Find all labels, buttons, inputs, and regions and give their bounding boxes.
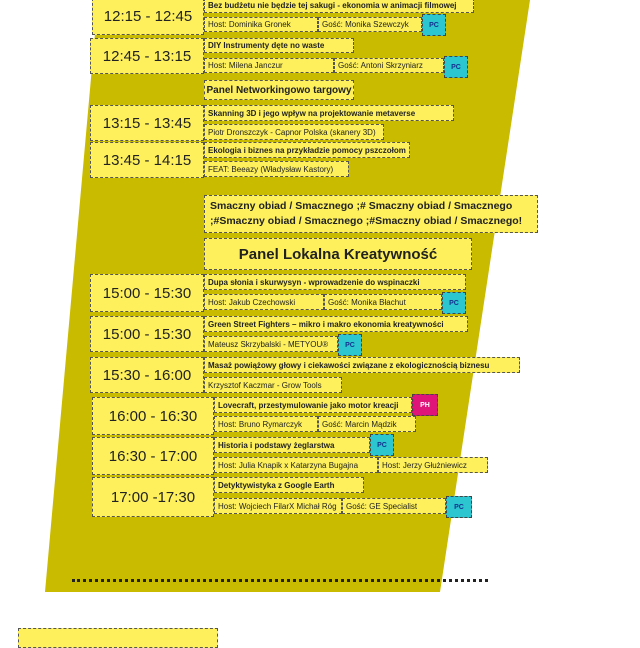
session-guest: Gość: Monika Szewczyk bbox=[318, 17, 422, 32]
panel-lokalna-heading: Panel Lokalna Kreatywność bbox=[204, 238, 472, 270]
session-time: 16:00 - 16:30 bbox=[92, 397, 214, 435]
panel-networking-heading: Panel Networkingowo targowy bbox=[204, 80, 354, 100]
session-host: Host: Julia Knapik x Katarzyna Bugajna bbox=[214, 457, 378, 473]
session-host: Host: Wojciech FilarX Michał Róg bbox=[214, 498, 342, 514]
session-time: 13:15 - 13:45 bbox=[90, 105, 204, 141]
pc-badge: PC bbox=[446, 496, 472, 518]
session-title: Skanning 3D i jego wpływ na projektowanie metaverse bbox=[204, 105, 454, 121]
session-guest: Gość: Monika Błachut bbox=[324, 294, 442, 310]
session-time: 12:15 - 12:45 bbox=[92, 0, 204, 35]
session-time: 17:00 -17:30 bbox=[92, 477, 214, 517]
session-title: DIY Instrumenty dęte no waste bbox=[204, 38, 354, 53]
session-title: Detyktywistyka z Google Earth bbox=[214, 477, 364, 493]
session-time: 15:00 - 15:30 bbox=[90, 274, 204, 312]
session-time: 15:30 - 16:00 bbox=[90, 357, 204, 393]
session-title: Masaż powiążowy głowy i ciekawości związane z ekologicznością biznesu bbox=[204, 357, 520, 373]
lunch-block bbox=[204, 195, 538, 233]
pc-badge: PC bbox=[442, 292, 466, 314]
lunch-line-1: Smaczny obiad / Smacznego ;# Smaczny obiad / Smacznego bbox=[210, 200, 513, 212]
pc-badge: PC bbox=[338, 334, 362, 356]
session-guest: Gość: Antoni Skrzyniarz bbox=[334, 58, 444, 73]
session-title: Bez budżetu nie będzie tej sakugi - ekonomia w animacji filmowej bbox=[204, 0, 474, 13]
session-title: Lovecraft, przestymulowanie jako motor kreacji bbox=[214, 397, 412, 413]
session-host: Host: Milena Janczur bbox=[204, 58, 334, 73]
session-title: Ekologia i biznes na przykładzie pomocy pszczołom bbox=[204, 142, 410, 158]
session-time: 13:45 - 14:15 bbox=[90, 142, 204, 178]
session-host: Mateusz Skrzybalski - METYOU® bbox=[204, 336, 338, 352]
session-time: 12:45 - 13:15 bbox=[90, 38, 204, 74]
session-host: Host: Dominika Gronek bbox=[204, 17, 318, 32]
next-section-box bbox=[18, 628, 218, 648]
session-guest: Host: Jerzy Głużniewicz bbox=[378, 457, 488, 473]
session-title: Historia i podstawy żeglarstwa bbox=[214, 437, 370, 453]
session-title: Green Street Fighters – mikro i makro ekonomia kreatywności bbox=[204, 316, 468, 332]
lunch-line-2: ;#Smaczny obiad / Smacznego ;#Smaczny obiad / Smacznego! bbox=[210, 215, 523, 227]
session-time: 15:00 - 15:30 bbox=[90, 316, 204, 352]
session-guest: Gość: GE Specialist bbox=[342, 498, 446, 514]
session-host: FEAT: Beeazy (Władysław Kastory) bbox=[204, 161, 349, 177]
session-title: Dupa słonia i skurwysyn - wprowadzenie do wspinaczki bbox=[204, 274, 466, 290]
session-host: Piotr Dronszczyk - Capnor Polska (skanery 3D) bbox=[204, 124, 384, 140]
dotted-separator bbox=[72, 579, 488, 582]
pc-badge: PC bbox=[370, 434, 394, 456]
pc-badge: PC bbox=[422, 14, 446, 36]
pc-badge: PC bbox=[444, 56, 468, 78]
session-host: Krzysztof Kaczmar - Grow Tools bbox=[204, 377, 342, 393]
session-time: 16:30 - 17:00 bbox=[92, 437, 214, 475]
ph-badge: PH bbox=[412, 394, 438, 416]
session-host: Host: Bruno Rymarczyk bbox=[214, 416, 318, 432]
session-guest: Gość: Marcin Mądzik bbox=[318, 416, 416, 432]
session-host: Host: Jakub Czechowski bbox=[204, 294, 324, 310]
